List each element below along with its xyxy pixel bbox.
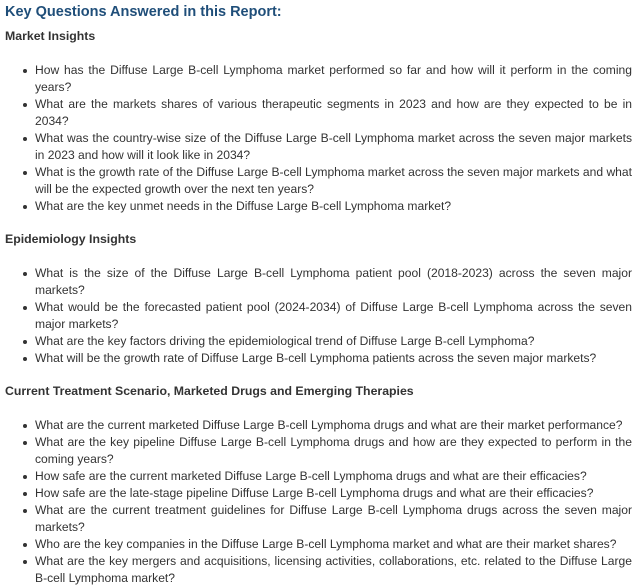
section-heading: Market Insights	[5, 29, 96, 43]
list-item: What are the current marketed Diffuse Large B-cell Lymphoma drugs and what are their market performance?	[35, 417, 632, 434]
list-item: How has the Diffuse Large B-cell Lymphoma market performed so far and how will it perform in the coming years?	[35, 63, 632, 94]
question-list	[5, 265, 632, 367]
list-item: What are the current treatment guidelines for Diffuse Large B-cell Lymphoma drugs across the seven major markets?	[35, 503, 632, 534]
question-list	[5, 417, 632, 587]
list-item: What will be the growth rate of Diffuse Large B-cell Lymphoma patients across the seven major markets?	[35, 350, 632, 367]
section-market-insights	[5, 29, 632, 215]
page-title: Key Questions Answered in this Report:	[5, 4, 282, 20]
list-item: What are the key pipeline Diffuse Large B-cell Lymphoma drugs and how are they expected to perform in the coming years?	[35, 435, 632, 466]
list-item: What is the size of the Diffuse Large B-cell Lymphoma patient pool (2018-2023) across the seven major markets?	[35, 266, 632, 297]
list-item: What was the country-wise size of the Diffuse Large B-cell Lymphoma market across the seven major markets in 2023 and how will it look like in 2034?	[35, 131, 632, 162]
list-item: What would be the forecasted patient pool (2024-2034) of Diffuse Large B-cell Lymphoma across the seven major markets?	[35, 300, 632, 331]
section-current-treatment	[5, 384, 632, 587]
list-item: What are the key mergers and acquisitions, licensing activities, collaborations, etc. related to the Diffuse Large B-cell Lymphoma market?	[35, 554, 632, 585]
list-item: How safe are the late-stage pipeline Diffuse Large B-cell Lymphoma drugs and what are their efficacies?	[35, 485, 632, 502]
list-item: How safe are the current marketed Diffuse Large B-cell Lymphoma drugs and what are their efficacies?	[35, 468, 632, 485]
list-item: What are the key factors driving the epidemiological trend of Diffuse Large B-cell Lymphoma?	[35, 333, 632, 350]
section-heading: Epidemiology Insights	[5, 232, 137, 246]
question-list	[5, 62, 632, 215]
list-item: Who are the key companies in the Diffuse Large B-cell Lymphoma market and what are their market shares?	[35, 536, 632, 553]
list-item: What are the key unmet needs in the Diffuse Large B-cell Lymphoma market?	[35, 198, 632, 215]
list-item: What is the growth rate of the Diffuse Large B-cell Lymphoma market across the seven major markets and what will be the expected growth over the next ten years?	[35, 165, 632, 196]
section-heading: Current Treatment Scenario, Marketed Drugs and Emerging Therapies	[5, 384, 414, 398]
list-item: What are the markets shares of various therapeutic segments in 2023 and how are they expected to be in 2034?	[35, 97, 632, 128]
section-epidemiology-insights	[5, 232, 632, 367]
